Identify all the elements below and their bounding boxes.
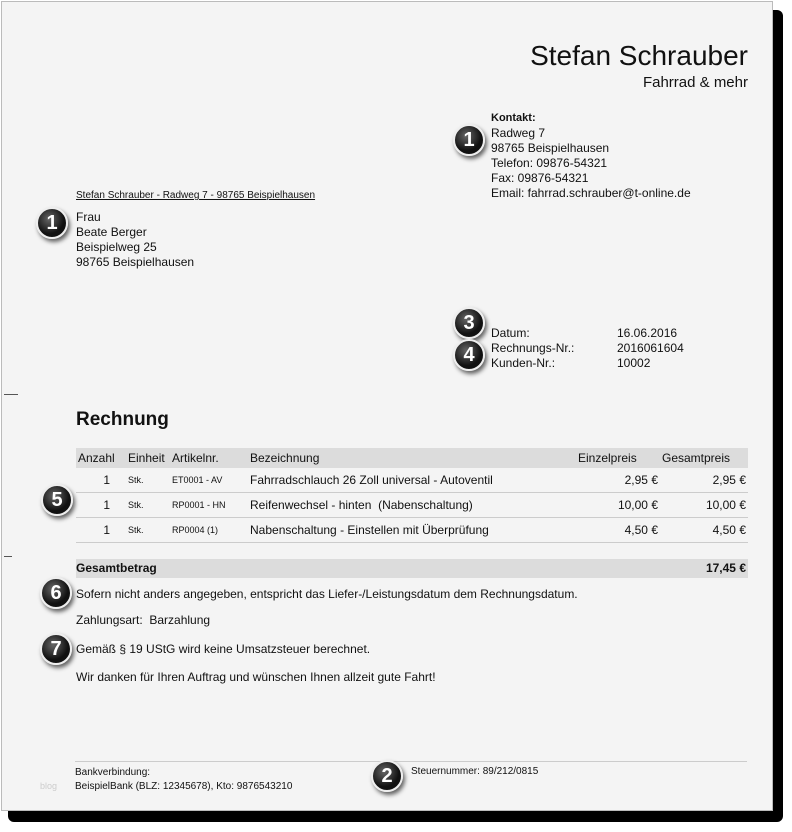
badge-6-icon: 6 <box>40 577 72 609</box>
table-header <box>76 448 748 468</box>
bank-label: Bankverbindung: <box>75 767 151 778</box>
total-value: 17,45 € <box>705 561 746 575</box>
company-tagline: Fahrrad & mehr <box>642 74 748 91</box>
total-label: Gesamtbetrag <box>76 561 157 575</box>
cell: 10,00 € <box>576 493 660 518</box>
contact-line: Email: fahrrad.schrauber@t-online.de <box>491 186 691 200</box>
col-header: Einzelpreis <box>576 448 660 468</box>
cell: 1 <box>76 468 122 493</box>
page-title: Rechnung <box>76 409 169 430</box>
invoice-meta <box>491 326 684 371</box>
note-thanks: Wir danken für Ihren Auftrag und wünschen Ihnen allzeit gute Fahrt! <box>76 670 436 684</box>
contact-line: 98765 Beispielhausen <box>491 141 610 155</box>
badge-4-icon: 4 <box>453 339 485 371</box>
meta-label: Rechnungs-Nr.: <box>491 341 575 355</box>
badge-3-icon: 3 <box>453 307 485 339</box>
items-table <box>76 448 748 543</box>
cell: Nabenschaltung - Einstellen mit Überprüfung <box>248 518 576 543</box>
recipient-line: Beispielweg 25 <box>76 240 157 254</box>
recipient-line: Frau <box>76 210 101 224</box>
col-header: Bezeichnung <box>248 448 576 468</box>
col-header: Gesamtpreis <box>660 448 748 468</box>
col-header: Einheit <box>122 448 170 468</box>
badge-7-icon: 7 <box>40 633 72 665</box>
badge-5-icon: 5 <box>41 484 73 516</box>
note-payment: Zahlungsart: Barzahlung <box>76 613 211 627</box>
tax-number: Steuernummer: 89/212/0815 <box>411 766 539 777</box>
contact-block <box>491 111 691 201</box>
total-row <box>76 559 748 578</box>
cell: Reifenwechsel - hinten (Nabenschaltung) <box>248 493 576 518</box>
cell: 1 <box>76 493 122 518</box>
meta-value: 10002 <box>617 356 651 370</box>
cell: 2,95 € <box>576 468 660 493</box>
invoice-page <box>1 1 773 811</box>
table-row <box>76 518 748 543</box>
note-delivery: Sofern nicht anders angegeben, entspricht das Liefer-/Leistungsdatum dem Rechnungsdatum. <box>76 587 578 601</box>
col-header: Anzahl <box>76 448 122 468</box>
cell: RP0001 - HN <box>170 493 248 518</box>
meta-label: Datum: <box>491 326 530 340</box>
bank-details: BeispielBank (BLZ: 12345678), Kto: 9876543210 <box>75 781 293 792</box>
cell: Stk. <box>122 468 170 493</box>
recipient-line: Beate Berger <box>76 225 147 239</box>
table-row <box>76 468 748 493</box>
recipient-address <box>76 210 194 270</box>
contact-line: Telefon: 09876-54321 <box>491 156 608 170</box>
cell: RP0004 (1) <box>170 518 248 543</box>
badge-2-icon: 2 <box>371 760 403 792</box>
bank-info <box>75 766 292 794</box>
cell: Stk. <box>122 493 170 518</box>
company-name: Stefan Schrauber <box>530 40 748 71</box>
cell: 1 <box>76 518 122 543</box>
footer-divider <box>75 761 747 762</box>
punch-mark <box>4 556 12 557</box>
cell: 4,50 € <box>576 518 660 543</box>
note-tax: Gemäß § 19 UStG wird keine Umsatzsteuer berechnet. <box>76 642 371 656</box>
meta-value: 2016061604 <box>617 341 684 355</box>
contact-label: Kontakt: <box>491 112 536 124</box>
cell: Stk. <box>122 518 170 543</box>
recipient-line: 98765 Beispielhausen <box>76 255 195 269</box>
contact-line: Fax: 09876-54321 <box>491 171 589 185</box>
col-header: Artikelnr. <box>170 448 248 468</box>
cell: 10,00 € <box>660 493 748 518</box>
table-row <box>76 493 748 518</box>
badge-1-icon: 1 <box>453 124 485 156</box>
cell: Fahrradschlauch 26 Zoll universal - Autoventil <box>248 468 576 493</box>
fold-mark <box>4 394 18 395</box>
cell: ET0001 - AV <box>170 468 248 493</box>
cell: 4,50 € <box>660 518 748 543</box>
cell: 2,95 € <box>660 468 748 493</box>
watermark: blog <box>40 781 58 791</box>
contact-line: Radweg 7 <box>491 126 546 140</box>
sender-line: Stefan Schrauber - Radweg 7 - 98765 Beispielhausen <box>76 190 316 201</box>
meta-value: 16.06.2016 <box>617 326 678 340</box>
badge-1-icon: 1 <box>36 207 68 239</box>
meta-label: Kunden-Nr.: <box>491 356 556 370</box>
